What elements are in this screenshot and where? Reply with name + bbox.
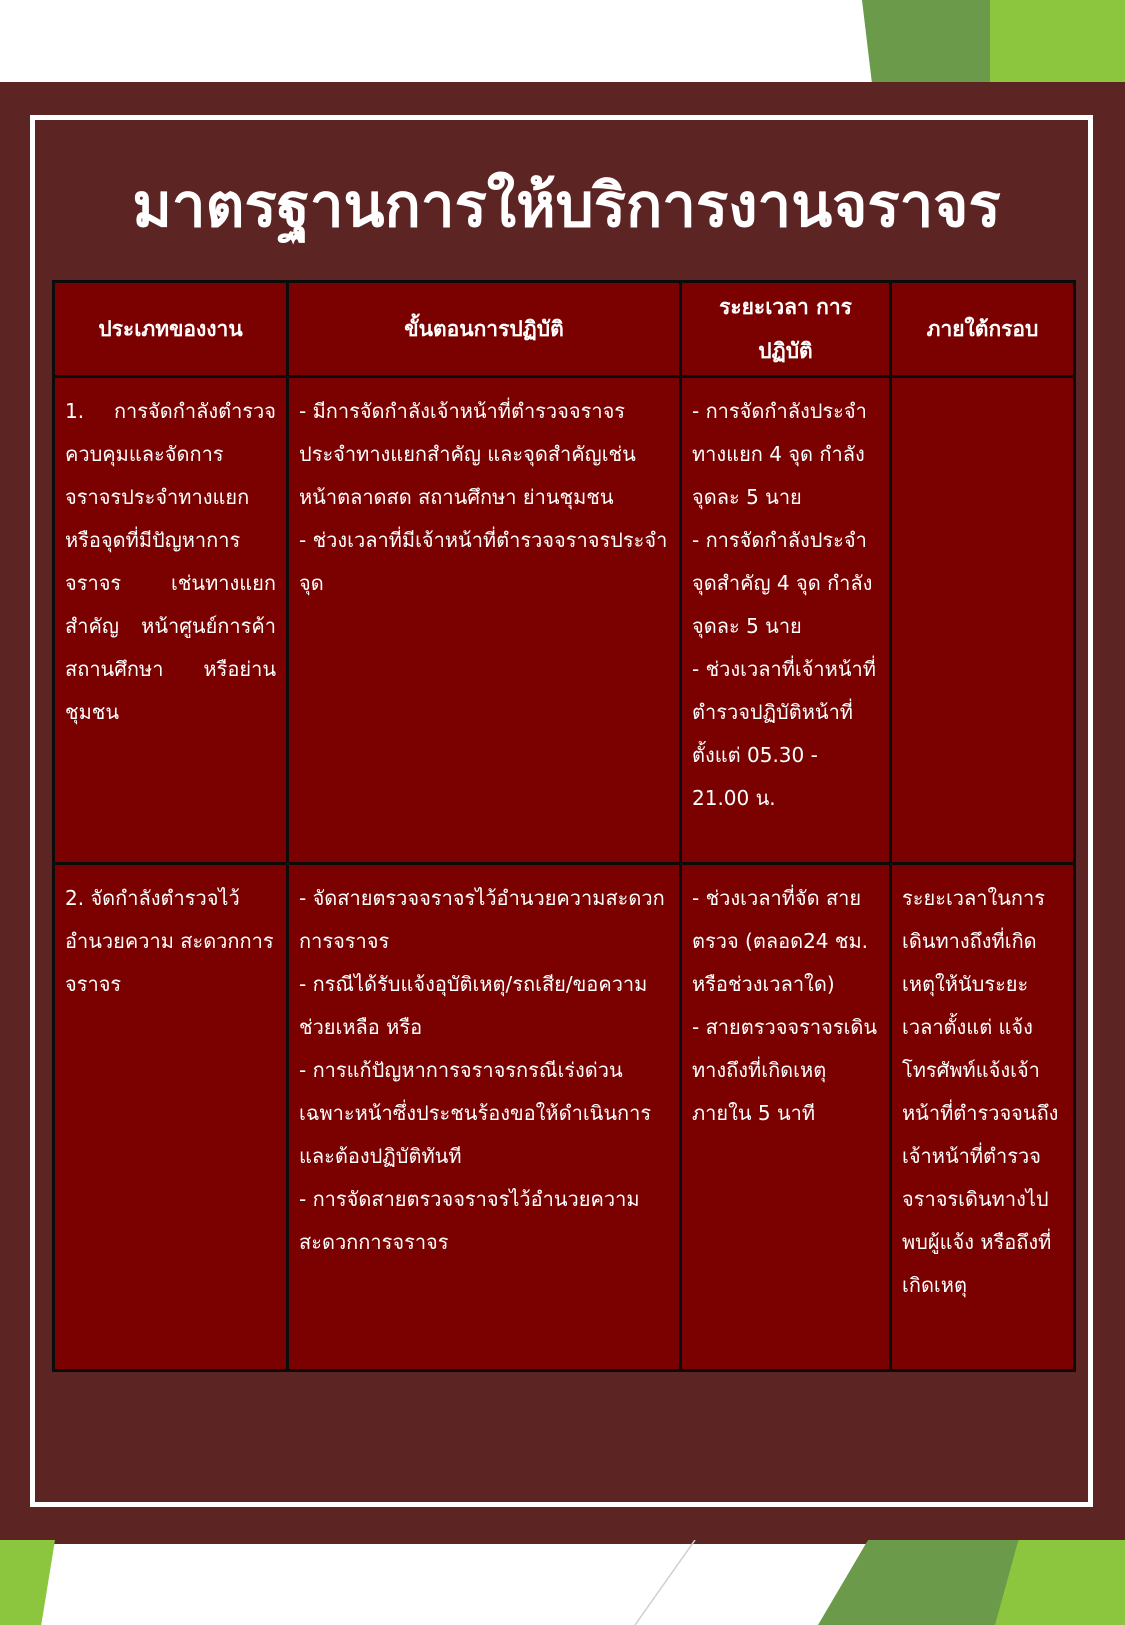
table-row <box>54 864 1075 1371</box>
table-header-row <box>54 282 1075 377</box>
cell-procedure <box>288 864 681 1371</box>
procedure-item: - การจัดสายตรวจจราจรไว้อำนวยความสะดวกการจราจร <box>299 1187 640 1254</box>
header-procedure: ขั้นตอนการปฏิบัติ <box>288 282 681 377</box>
header-duration: ระยะเวลา การปฏิบัติ <box>681 282 891 377</box>
header-framework: ภายใต้กรอบ <box>891 282 1075 377</box>
corner-decoration-top-dark <box>862 0 1002 82</box>
slide-background <box>0 82 1125 1544</box>
table-row <box>54 377 1075 864</box>
page-title: มาตรฐานการให้บริการงานจราจร <box>132 171 1001 241</box>
cell-duration <box>681 377 891 864</box>
cell-framework: ระยะเวลาในการเดินทางถึงที่เกิดเหตุให้นับระยะเวลาตั้งแต่ แจ้งโทรศัพท์แจ้งเจ้าหน้าที่ตำรวจจนถึงเจ้าหน้าที่ตำรวจจราจรเดินทางไปพบผู้แจ้ง หรือถึงที่เกิดเหตุ <box>891 864 1075 1371</box>
duration-item: - สายตรวจจราจรเดินทางถึงที่เกิดเหตุภายใน 5 นาที <box>692 1015 878 1125</box>
standards-table <box>52 280 1076 1372</box>
cell-procedure <box>288 377 681 864</box>
header-work-type: ประเภทของงาน <box>54 282 288 377</box>
duration-item: - ช่วงเวลาที่จัด สายตรวจ (ตลอด24 ชม. หรือช่วงเวลาใด) <box>692 886 869 996</box>
cell-framework <box>891 377 1075 864</box>
slide-frame <box>30 115 1093 1507</box>
cell-duration <box>681 864 891 1371</box>
cell-work-type: 1. การจัดกำลังตำรวจควบคุมและจัดการจราจรประจำทางแยกหรือจุดที่มีปัญหาการจราจร เช่นทางแยกสำคัญ หน้าศูนย์การค้าสถานศึกษา หรือย่านชุมชน <box>54 377 288 864</box>
corner-decoration-top-light <box>990 0 1125 82</box>
procedure-item: - มีการจัดกำลังเจ้าหน้าที่ตำรวจจราจรประจำทางแยกสำคัญ และจุดสำคัญเช่นหน้าตลาดสด สถานศึกษา ย่านชุมชน <box>299 399 636 509</box>
duration-item: - การจัดกำลังประจำทางแยก 4 จุด กำลังจุดละ 5 นาย <box>692 399 867 509</box>
procedure-item: - กรณีได้รับแจ้งอุบัติเหตุ/รถเสีย/ขอความช่วยเหลือ หรือ <box>299 972 648 1039</box>
procedure-item: - จัดสายตรวจจราจรไว้อำนวยความสะดวกการจราจร <box>299 886 665 953</box>
duration-item: - การจัดกำลังประจำจุดสำคัญ 4 จุด กำลังจุดละ 5 นาย <box>692 528 873 638</box>
procedure-item: - การแก้ปัญหาการจราจรกรณีเร่งด่วนเฉพาะหน้าซึ่งประชนร้องขอให้ดำเนินการและต้องปฏิบัติทันที <box>299 1058 652 1168</box>
procedure-item: - ช่วงเวลาที่มีเจ้าหน้าที่ตำรวจจราจรประจำจุด <box>299 528 668 595</box>
cell-work-type: 2. จัดกำลังตำรวจไว้อำนวยความ สะดวกการจราจร <box>54 864 288 1371</box>
duration-item: - ช่วงเวลาที่เจ้าหน้าที่ตำรวจปฏิบัติหน้าที่ตั้งแต่ 05.30 - 21.00 น. <box>692 657 876 810</box>
